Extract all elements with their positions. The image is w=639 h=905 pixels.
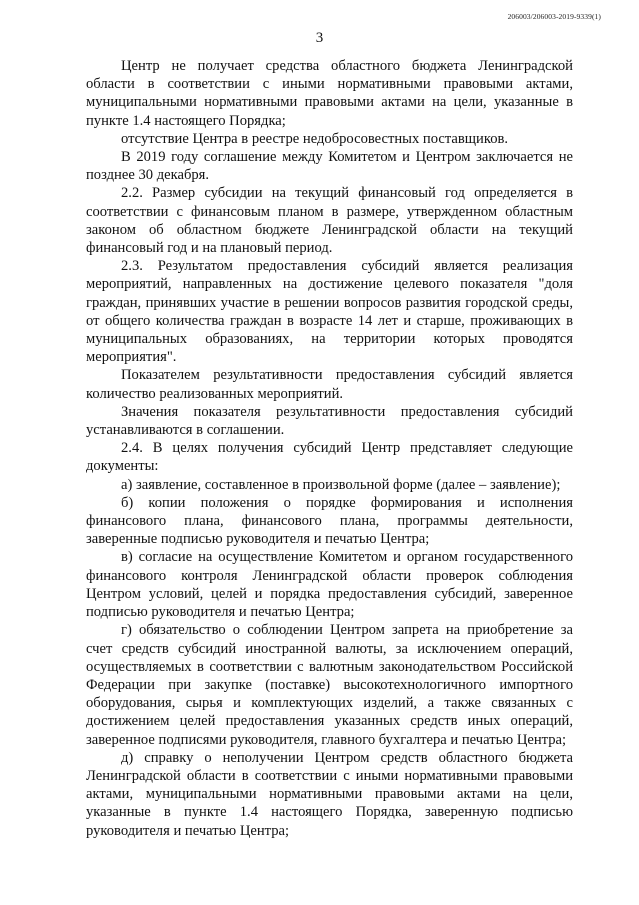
paragraph: 2.3. Результатом предоставления субсидий является реализация мероприятий, направленных на достижение целевого показателя "доля граждан, принявших участие в решении вопросов развития городской среды, от общего количества граждан в возрасте 14 лет и старше, проживающих в муниципальных образованиях, на территории которых проводятся мероприятия". bbox=[86, 258, 573, 366]
paragraph: В 2019 году соглашение между Комитетом и Центром заключается не позднее 30 декабря. bbox=[86, 149, 573, 184]
document-id: 206003/206003-2019-9339(1) bbox=[507, 12, 601, 21]
list-item: г) обязательство о соблюдении Центром запрета на приобретение за счет средств субсидий иностранной валюты, за исключением операций, осуществляемых в соответствии с валютным законодательством Российской Федерации при закупке (поставке) высокотехнологичного импортного оборудования, сырья и комплектующих изделий, а также связанных с достижением целей предоставления указанных средств иных операций, заверенное подписями руководителя, главного бухгалтера и печатью Центра; bbox=[86, 622, 573, 748]
list-item: а) заявление, составленное в произвольной форме (далее – заявление); bbox=[121, 476, 561, 493]
paragraph: 2.2. Размер субсидии на текущий финансовый год определяется в соответствии с финансовым планом в размере, утвержденном областным законом об областном бюджете Ленинградской области на текущий финансовый год и на плановый период. bbox=[86, 185, 573, 257]
paragraph: отсутствие Центра в реестре недобросовестных поставщиков. bbox=[121, 130, 509, 147]
list-item: д) справку о неполучении Центром средств областного бюджета Ленинградской области в соответствии с иными нормативными правовыми актами, муниципальными нормативными правовыми актами на цели, указанные в пункте 1.4 настоящего Порядка, заверенную подписью руководителя и печатью Центра; bbox=[86, 749, 573, 839]
list-item: б) копии положения о порядке формирования и исполнения финансового плана, финансового плана, программы деятельности, заверенные подписью руководителя и печатью Центра; bbox=[86, 494, 573, 548]
paragraph: Центр не получает средства областного бюджета Ленинградской области в соответствии с иными нормативными правовыми актами, муниципальными нормативными правовыми актами на цели, указанные в пункте 1.4 настоящего Порядка; bbox=[86, 58, 573, 129]
paragraph: 2.4. В целях получения субсидий Центр представляет следующие документы: bbox=[86, 440, 573, 475]
document-body bbox=[86, 57, 573, 840]
paragraph: Значения показателя результативности предоставления субсидий устанавливаются в соглашении. bbox=[86, 403, 573, 439]
page-number: 3 bbox=[315, 30, 324, 46]
paragraph: Показателем результативности предоставления субсидий является количество реализованных мероприятий. bbox=[86, 367, 573, 402]
list-item: в) согласие на осуществление Комитетом и органом государственного финансового контроля Ленинградской области проверок соблюдения Центром условий, целей и порядка предоставления субсидий, заверенное подписью руководителя и печатью Центра; bbox=[86, 549, 573, 621]
